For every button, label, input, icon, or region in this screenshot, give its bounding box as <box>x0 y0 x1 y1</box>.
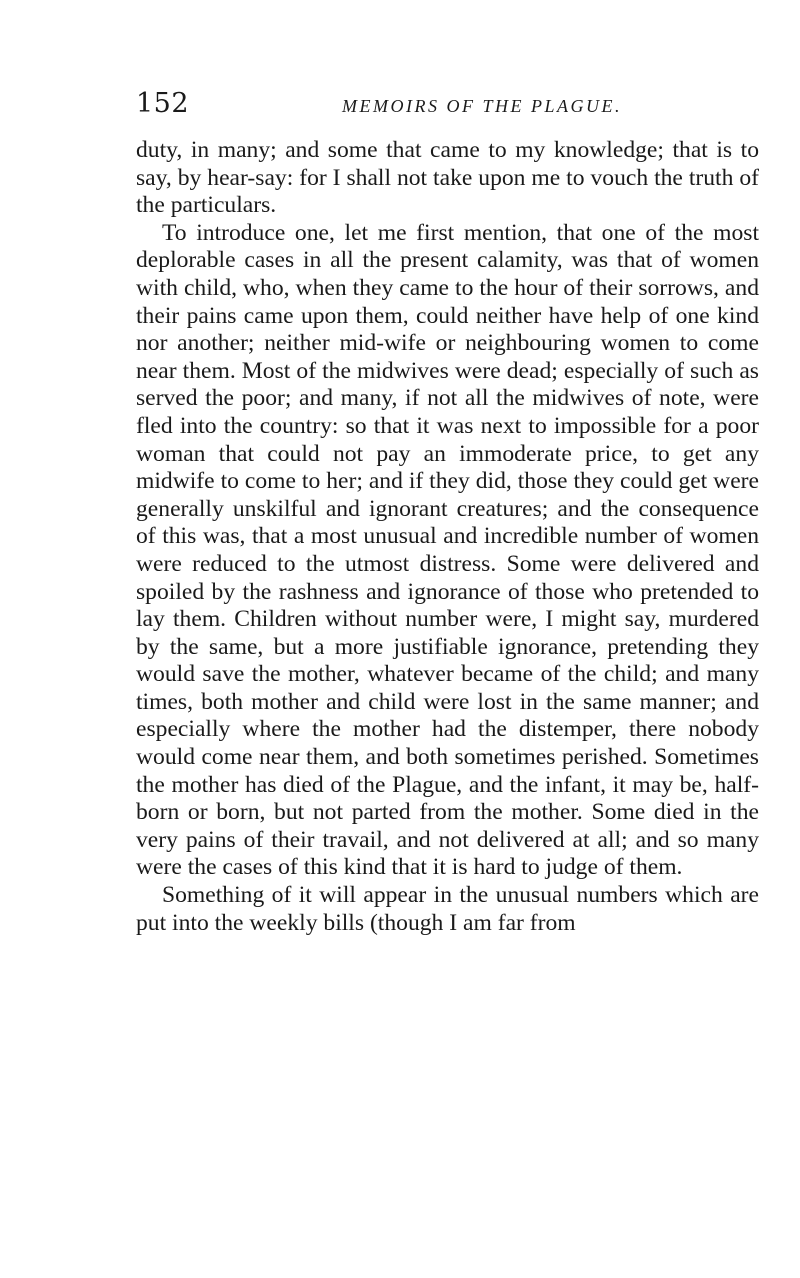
body-text <box>136 137 759 937</box>
paragraph: To introduce one, let me first mention, that one of the most deplorable cases in all the present calamity, was that of women with child, who, when they came to the hour of their sorrows, and their pains came upon them, could neither have help of one kind nor another; neither mid-wife or neighbouring women to come near them. Most of the midwives were dead; especially of such as served the poor; and many, if not all the midwives of note, were fled into the country: so that it was next to impossible for a poor woman that could not pay an immoderate price, to get any midwife to come to her; and if they did, those they could get were generally unskilful and ignorant creatures; and the consequence of this was, that a most unusual and incredible number of women were reduced to the utmost distress. Some were delivered and spoiled by the rashness and ignorance of those who pretended to lay them. Children without number were, I might say, murdered by the same, but a more justifiable ignorance, pretending they would save the mother, whatever became of the child; and many times, both mother and child were lost in the same manner; and especially where the mother had the distemper, there nobody would come near them, and both sometimes perished. Sometimes the mother has died of the Plague, and the infant, it may be, half-born or born, but not parted from the mother. Some died in the very pains of their travail, and not delivered at all; and so many were the cases of this kind that it is hard to judge of them. <box>136 219 759 881</box>
paragraph-continued: duty, in many; and some that came to my knowledge; that is to say, by hear-say: for I shall not take upon me to vouch the truth of the particulars. <box>136 137 759 219</box>
paragraph: Something of it will appear in the unusual numbers which are put into the weekly bills (though I am far from <box>136 882 759 936</box>
running-title: MEMOIRS OF THE PLAGUE. <box>342 96 622 116</box>
running-head <box>136 86 756 122</box>
page-number: 152 <box>136 88 190 119</box>
